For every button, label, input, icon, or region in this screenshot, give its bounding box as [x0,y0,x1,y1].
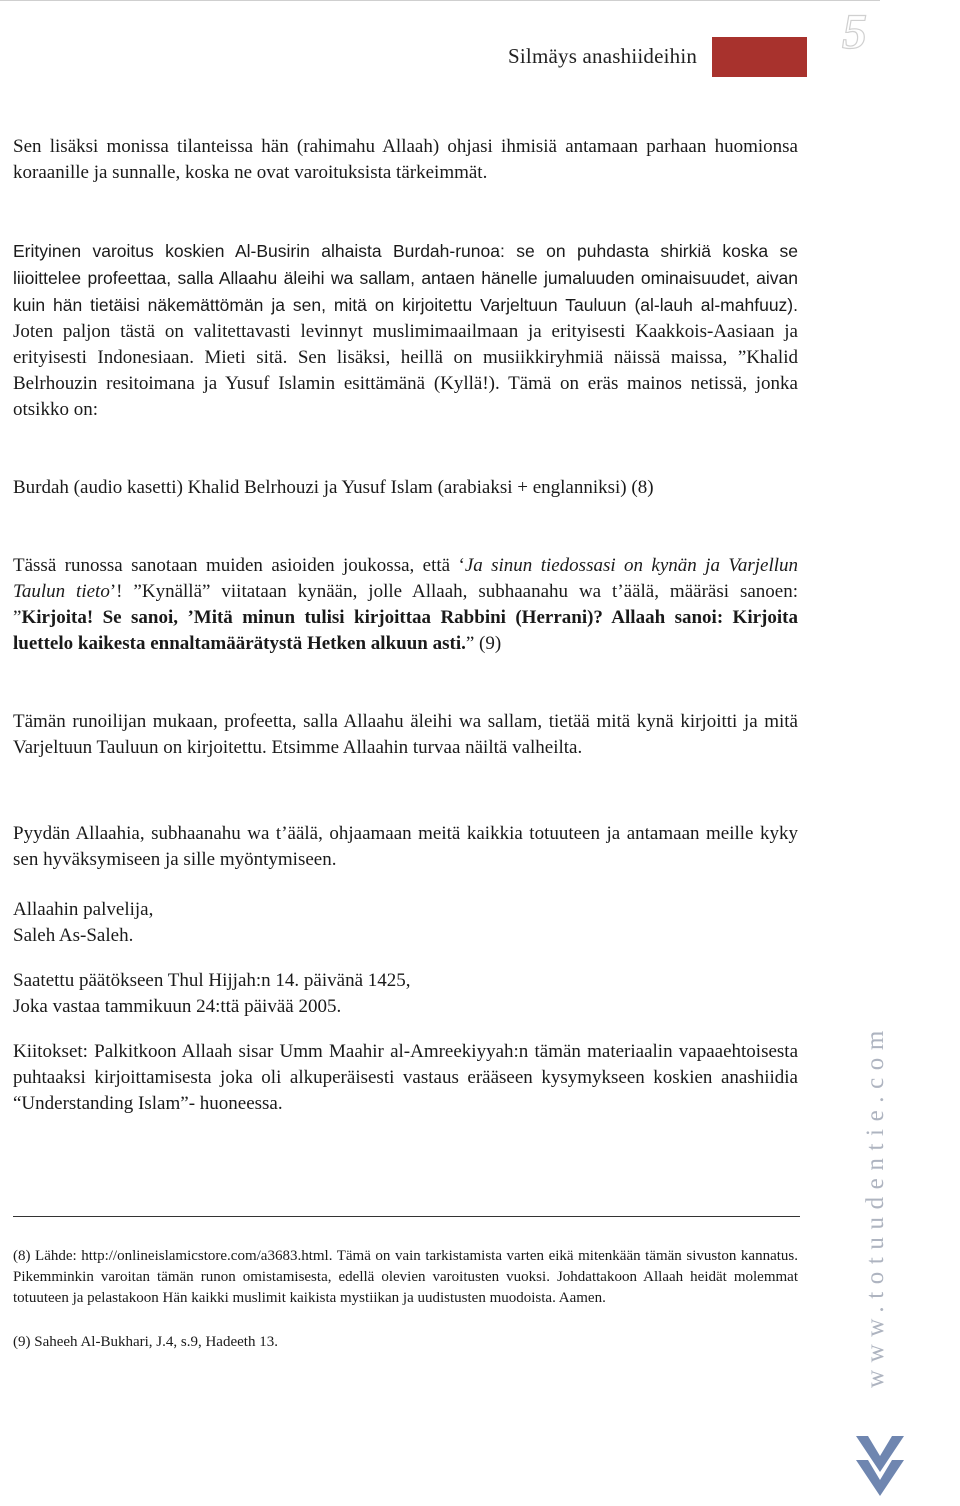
paragraph-poet-claim: Tämän runoilijan mukaan, profeetta, salla Allaahu äleihi wa sallam, tietää mitä kynä kirjoitti ja mitä Varjeltuun Tauluun on kirjoitettu. Etsimme Allaahin turvaa näiltä valheilta. [13,711,798,758]
signature-line-1: Allaahin palvelija, [13,899,154,920]
date-line-1: Saatettu päätökseen Thul Hijjah:n 14. päivänä 1425, [13,970,411,991]
paragraph-poem-quote [13,553,798,657]
date-line-2: Joka vastaa tammikuun 24:ttä päivää 2005. [13,996,342,1017]
quote-italic: Ja sinun tiedossasi on kynän ja Varjellun Taulun tieto [13,555,799,602]
paragraph-thanks: Kiitokset: Palkitkoon Allaah sisar Umm Maahir al-Amreekiyyah:n tämän materiaalin vapaaehtoisesta puhtaaksi kirjoittamisesta joka oli alkuperäisesti vastaus erääseen kysymykseen koskien anashiidia “Understanding Islam”- huoneessa. [13,1041,798,1114]
header-accent-bar [712,37,807,77]
footnote-rule [13,1216,800,1217]
paragraph-warning-sans-part: Erityinen varoitus koskien Al-Busirin alhaista Burdah-runoa: se on puhdasta shirkiä koska se liioittelee profeettaa, salla Allaahu äleihi wa sallam, antaen hänelle jumaluuden ominaisuudet, aivan kuin hän tietäisi näkemättömän ja sen, mitä on kirjoitettu Varjeltuun Tauluun (al-lauh al-mahfuuz). [13,241,798,315]
footnotes [13,1246,798,1353]
paragraph-supplication: Pyydän Allaahia, subhaanahu wa t’äälä, ohjaamaan meitä kaikkia totuuteen ja antamaan meille kyky sen hyväksymiseen ja sille myöntymiseen. [13,823,798,870]
quote-bold: Kirjoita! Se sanoi, ’Mitä minun tulisi kirjoittaa Rabbini (Herrani)? Allaah sanoi: Kirjoita luettelo kaikesta ennaltamäärätystä Hetken alkuun asti. [13,607,798,654]
double-chevron-down-icon [852,1430,908,1500]
watermark-url: www.totuudentie.com [862,1023,889,1388]
quote-part-c: ” (9) [465,633,502,654]
signature-block [13,897,798,949]
paragraph-warning-serif-part: Joten paljon tästä on valitettavasti levinnyt muslimimaailmaan ja erityisesti Kaakkois-Aasiaan ja erityisesti Indonesiaan. Mieti sitä. Sen lisäksi, heillä on musiikkiryhmiä näissä maissa, ”Khalid Belrhouzin resitoimana ja Yusuf Islamin esittämänä (Kyllä!). Tämä on eräs mainos netissä, jonka otsikko on: [13,321,798,420]
paragraph-warning [13,238,798,423]
page-number: 5 [842,3,867,59]
quote-part-b: ’! ”Kynällä” viitataan kynään, jolle Allaah, subhaanahu wa t’äälä, määräsi sanoen: ” [13,581,798,628]
main-content [13,134,798,1117]
signature-line-2: Saleh As-Saleh. [13,925,134,946]
footnote-9: (9) Saheeh Al-Bukhari, J.4, s.9, Hadeeth 13. [13,1334,278,1350]
quote-part-a: Tässä runossa sanotaan muiden asioiden joukossa, että ‘ [13,555,465,576]
paragraph-burdah-title: Burdah (audio kasetti) Khalid Belrhouzi ja Yusuf Islam (arabiaksi + englanniksi) (8) [13,477,654,498]
footnote-8: (8) Lähde: http://onlineislamicstore.com/a3683.html. Tämä on vain tarkistamista varten eikä mitenkään tämän sivuston kannatus. Pikemminkin varoitan tämän runon omistamisesta, edellä olevien varoitusten vuoksi. Johdattakoon Allaah heidät molemmat totuuteen ja pelastakoon Hän kaikki muslimit kaikista mystiikan ja uudistusten muodoista. Aamen. [13,1248,798,1306]
header-rule [0,0,880,1]
date-block [13,968,798,1020]
page-header-title: Silmäys anashiideihin [508,44,698,68]
paragraph-intro: Sen lisäksi monissa tilanteissa hän (rahimahu Allaah) ohjasi ihmisiä antamaan parhaan huomionsa koraanille ja sunnalle, koska ne ovat varoituksista tärkeimmät. [13,136,798,183]
